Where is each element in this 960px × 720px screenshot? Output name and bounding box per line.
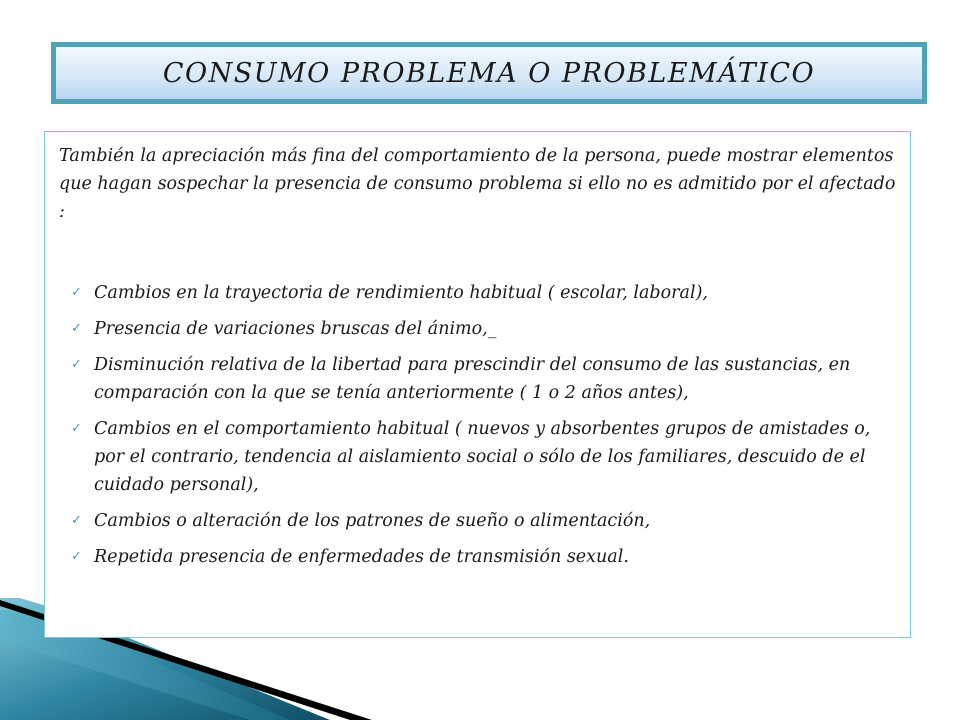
check-icon: ✓ <box>71 357 82 372</box>
check-icon: ✓ <box>71 549 82 564</box>
list-item <box>71 507 896 535</box>
check-icon: ✓ <box>71 421 82 436</box>
title-banner <box>51 42 927 104</box>
list-item <box>71 415 896 499</box>
content-box <box>44 131 911 638</box>
bullet-text: Repetida presencia de enfermedades de transmisión sexual. <box>94 547 629 567</box>
bullet-text: Cambios en el comportamiento habitual ( nuevos y absorbentes grupos de amistades o, por el contrario, tendencia al aislamiento social o sólo de los familiares, descuido de el cuidado personal), <box>94 419 871 495</box>
bullet-text: Cambios en la trayectoria de rendimiento habitual ( escolar, laboral), <box>94 283 708 303</box>
bullet-list <box>71 279 896 579</box>
list-item <box>71 315 896 343</box>
check-icon: ✓ <box>71 321 82 336</box>
check-icon: ✓ <box>71 285 82 300</box>
slide-title: CONSUMO PROBLEMA O PROBLEMÁTICO <box>162 57 816 89</box>
list-item <box>71 351 896 407</box>
intro-paragraph: También la apreciación más fina del comportamiento de la persona, puede mostrar elementos que hagan sospechar la presencia de consumo problema si ello no es admitido por el afectado : <box>59 146 896 222</box>
check-icon: ✓ <box>71 513 82 528</box>
bullet-text: Presencia de variaciones bruscas del ánimo,_ <box>94 319 497 339</box>
bullet-text: Disminución relativa de la libertad para prescindir del consumo de las sustancias, en comparación con la que se tenía anteriormente ( 1 o 2 años antes), <box>94 355 851 403</box>
list-item <box>71 279 896 307</box>
bullet-text: Cambios o alteración de los patrones de sueño o alimentación, <box>94 511 651 531</box>
list-item <box>71 543 896 571</box>
